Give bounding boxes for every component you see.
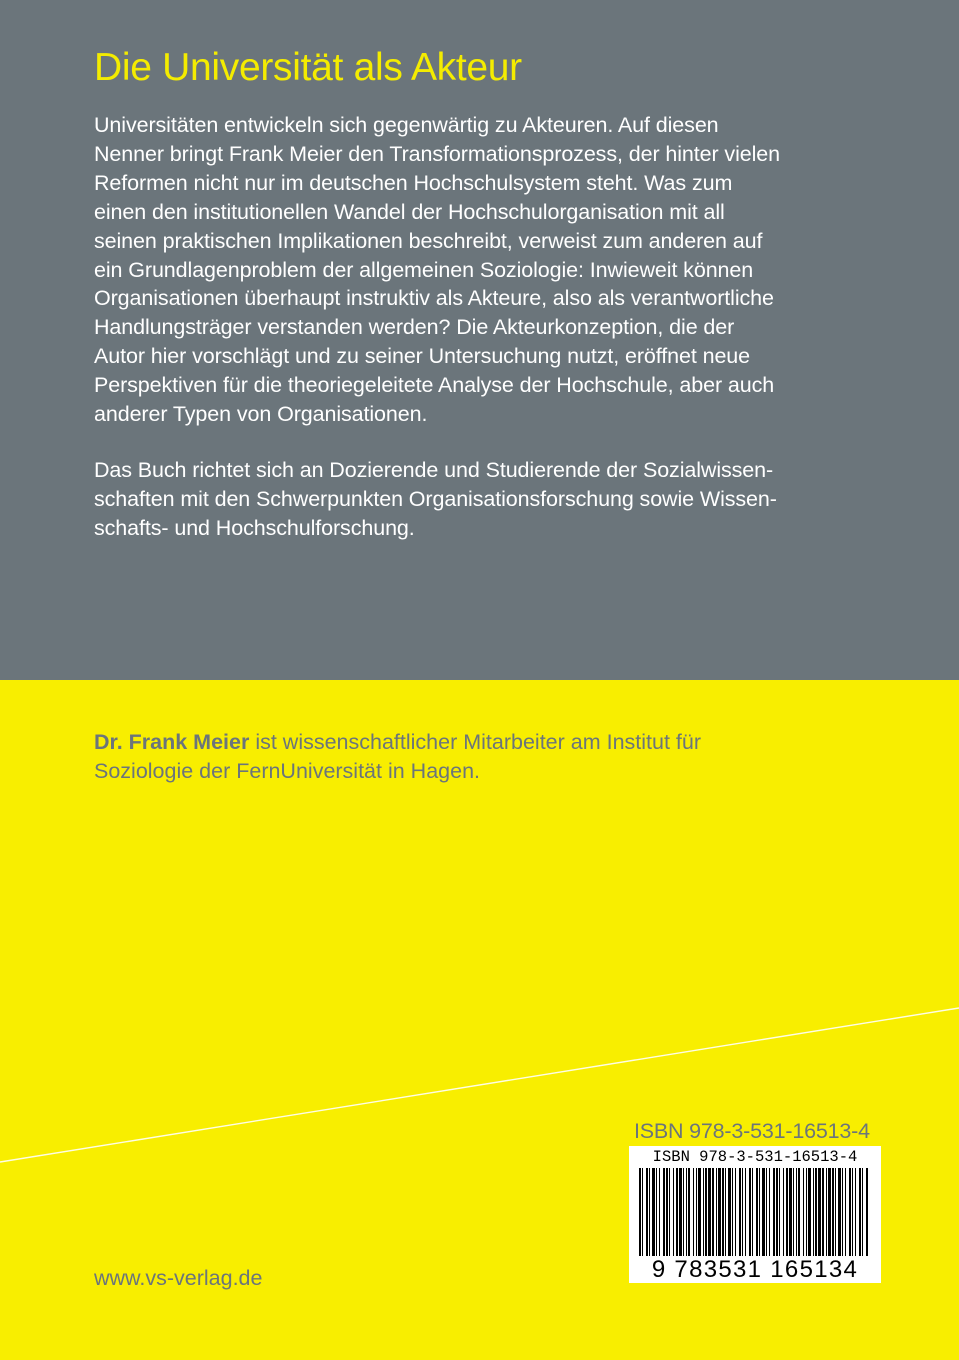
barcode-bar [708, 1168, 711, 1256]
barcode-bar [826, 1168, 827, 1256]
blurb-line: ein Grundlagenproblem der allgemeinen Soziologie: Inwieweit können [94, 257, 754, 282]
barcode-bar [642, 1168, 643, 1256]
barcode-bar [745, 1168, 746, 1256]
barcode-bar [845, 1168, 846, 1256]
barcode-bar [822, 1168, 824, 1256]
barcode-bar [735, 1168, 736, 1256]
barcode-bar [828, 1168, 831, 1256]
barcode-bar [859, 1168, 861, 1256]
barcode-bar [813, 1168, 814, 1256]
barcode-bar [862, 1168, 863, 1256]
barcode-bar [759, 1168, 760, 1256]
barcode-bar [762, 1168, 765, 1256]
barcode-bar [832, 1168, 834, 1256]
barcode-bar [656, 1168, 657, 1256]
barcode-bar [649, 1168, 650, 1256]
barcode-bar [639, 1168, 641, 1256]
barcode-bar [698, 1168, 701, 1256]
blurb-line: Universitäten entwickeln sich gegenwärtig zu Akteuren. Auf diesen [94, 113, 719, 137]
barcode-bar [855, 1168, 856, 1256]
barcode-bar [786, 1168, 788, 1256]
barcode-bar [693, 1168, 694, 1256]
barcode-bar [673, 1168, 674, 1256]
blurb-line: Perspektiven für die theoriegeleitete Analyse der Hochschule, aber auch [94, 373, 775, 398]
blurb-line: anderer Typen von Organisationen. [94, 402, 428, 427]
barcode-bar [806, 1168, 807, 1256]
barcode-bar [722, 1168, 724, 1256]
barcode-bar [666, 1168, 668, 1256]
barcode-bar [705, 1168, 707, 1256]
author-bio [94, 728, 884, 786]
barcode-bar [808, 1168, 811, 1256]
audience-line: schaften mit den Schwerpunkten Organisationsforschung sowie Wissen- [94, 486, 777, 511]
book-title: Die Universität als Akteur [94, 46, 522, 89]
barcode-bar [838, 1168, 841, 1256]
barcode-bar [773, 1168, 775, 1256]
author-bio-line: Soziologie der FernUniversität in Hagen. [94, 759, 481, 783]
barcode-bar [779, 1168, 780, 1256]
barcode-bar [646, 1168, 648, 1256]
barcode-bar [835, 1168, 836, 1256]
barcode-number: 9 783531 165134 [651, 1256, 859, 1283]
barcode-bar [752, 1168, 753, 1256]
barcode-bar [756, 1168, 758, 1256]
barcode-bar [798, 1168, 800, 1256]
barcode-bar [766, 1168, 767, 1256]
barcode-bar [818, 1168, 821, 1256]
barcode-bar [769, 1168, 770, 1256]
barcode-bar [776, 1168, 778, 1256]
barcode-bar [683, 1168, 684, 1256]
barcode-bar [688, 1168, 690, 1256]
barcode-bar [793, 1168, 794, 1256]
barcode-bar [866, 1168, 868, 1256]
barcode-bar [679, 1168, 682, 1256]
blurb-line: Handlungsträger verstanden werden? Die Akteurkonzeption, die der [94, 315, 735, 340]
audience-line: Das Buch richtet sich an Dozierende und Studierende der Sozialwissen- [94, 458, 774, 482]
blurb-line: Nenner bringt Frank Meier den Transformationsprozess, der hinter vielen [94, 141, 781, 166]
barcode-bar [815, 1168, 817, 1256]
barcode-bar [659, 1168, 660, 1256]
blurb-line: Autor hier vorschlägt und zu seiner Untersuchung nutzt, eröffnet neue [94, 344, 751, 369]
barcode-bar [739, 1168, 741, 1256]
audience-line: schafts- und Hochschulforschung. [94, 515, 415, 540]
barcode-bar [669, 1168, 670, 1256]
barcode-bar [728, 1168, 731, 1256]
barcode-bar [686, 1168, 687, 1256]
audience-paragraph [94, 456, 884, 543]
publisher-website: www.vs-verlag.de [94, 1266, 263, 1290]
barcode-bar [716, 1168, 717, 1256]
barcode-bar [725, 1168, 726, 1256]
barcode-bar [749, 1168, 751, 1256]
barcode-bar [696, 1168, 697, 1256]
barcode-bar [742, 1168, 743, 1256]
barcode-bar [842, 1168, 843, 1256]
barcode [629, 1146, 881, 1283]
barcode-bar [796, 1168, 797, 1256]
barcode-bar [676, 1168, 678, 1256]
barcode-bar [783, 1168, 784, 1256]
barcode-bar [852, 1168, 853, 1256]
blurb-line: Organisationen überhaupt instruktiv als Akteure, also als verantwortliche [94, 286, 774, 311]
blurb-line: Reformen nicht nur im deutschen Hochschulsystem steht. Was zum [94, 170, 733, 195]
barcode-bars [637, 1168, 873, 1260]
isbn-label: ISBN 978-3-531-16513-4 [634, 1119, 870, 1143]
blurb-line: einen den institutionellen Wandel der Hochschulorganisation mit all [94, 199, 725, 224]
barcode-bar [803, 1168, 804, 1256]
barcode-isbn-text: ISBN 978-3-531-16513-4 [652, 1148, 858, 1166]
author-bio-line: ist wissenschaftlicher Mitarbeiter am Institut für [249, 730, 701, 754]
barcode-bar [732, 1168, 733, 1256]
barcode-bar [712, 1168, 714, 1256]
barcode-bar [789, 1168, 792, 1256]
blurb-line: seinen praktischen Implikationen beschreibt, verweist zum anderen auf [94, 228, 763, 253]
barcode-bar [652, 1168, 655, 1256]
barcode-bar [849, 1168, 851, 1256]
barcode-bar [703, 1168, 704, 1256]
author-name: Dr. Frank Meier [94, 730, 250, 754]
barcode-bar [718, 1168, 721, 1256]
blurb-paragraph [94, 111, 884, 429]
barcode-bar [663, 1168, 665, 1256]
